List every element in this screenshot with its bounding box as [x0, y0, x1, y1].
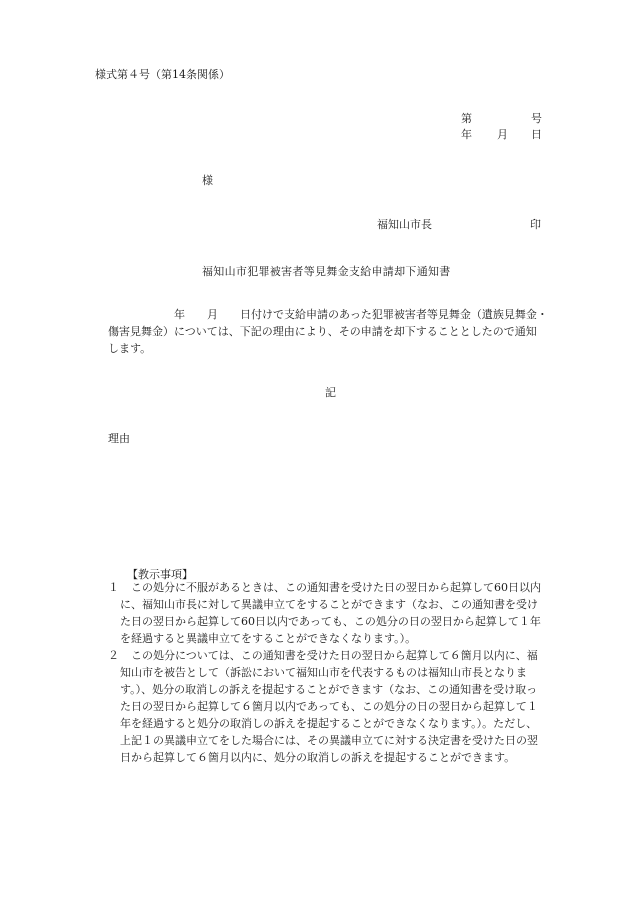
- body-line: 傷害見舞金）については、下記の理由により、その申請を却下することとしたので通知: [108, 325, 537, 338]
- addressee-suffix: 様: [202, 174, 213, 187]
- kyoji-item-line: この処分については、この通知書を受けた日の翌日から起算して６箇月以内に、福: [120, 649, 538, 662]
- body-paragraph: [108, 306, 548, 357]
- reason-label: 理由: [108, 432, 130, 445]
- form-label: 様式第４号（第14条関係）: [95, 68, 230, 81]
- kyoji-item-line: この処分に不服があるときは、この通知書を受けた日の翌日から起算して60日以内: [120, 581, 541, 594]
- kyoji-item-number: ２: [108, 649, 119, 662]
- number-prefix: 第: [461, 112, 472, 125]
- kyoji-item-line: 年を経過すると処分の取消しの訴えを提起することができなくなります。）。ただし、: [120, 717, 538, 730]
- date-month: 月: [497, 128, 508, 141]
- body-line: します。: [108, 342, 152, 355]
- document-title: 福知山市犯罪被害者等見舞金支給申請却下通知書: [202, 265, 451, 278]
- kyoji-item-line: す。）、処分の取消しの訴えを提起することができます（なお、この通知書を受け取っ: [120, 683, 538, 696]
- kyoji-item-number: １: [108, 581, 119, 594]
- date-day: 日: [531, 128, 542, 141]
- ki-heading: 記: [325, 386, 336, 399]
- seal-mark: 印: [530, 218, 541, 231]
- kyoji-item-line: た日の翌日から起算して６箇月以内であっても、この処分の日の翌日から起算して１: [120, 700, 538, 713]
- kyoji-item: [108, 647, 558, 766]
- kyoji-item-line: を経過すると異議申立てをすることができなくなります。）。: [120, 632, 417, 645]
- kyoji-item-line: 知山市を被告として（訴訟において福知山市を代表するものは福知山市長となりま: [120, 666, 527, 679]
- number-suffix: 号: [531, 112, 542, 125]
- kyoji-title: 【教示事項】: [127, 568, 193, 581]
- kyoji-items: [108, 579, 558, 766]
- kyoji-item-line: 日から起算して６箇月以内に、処分の取消しの訴えを提起することができます。: [120, 751, 516, 764]
- issuer-name: 福知山市長: [377, 218, 432, 231]
- kyoji-item-line: に、福知山市長に対して異議申立てをすることができます（なお、この通知書を受け: [120, 598, 538, 611]
- date-year: 年: [461, 128, 472, 141]
- body-line: 年 月 日付けで支給申請のあった犯罪被害者等見舞金（遺族見舞金・: [108, 308, 548, 321]
- kyoji-item-line: た日の翌日から起算して60日以内であっても、この処分の日の翌日から起算して１年: [120, 615, 541, 628]
- kyoji-item: [108, 579, 558, 647]
- kyoji-item-line: 上記１の異議申立てをした場合には、その異議申立てに対する決定書を受けた日の翌: [120, 734, 538, 747]
